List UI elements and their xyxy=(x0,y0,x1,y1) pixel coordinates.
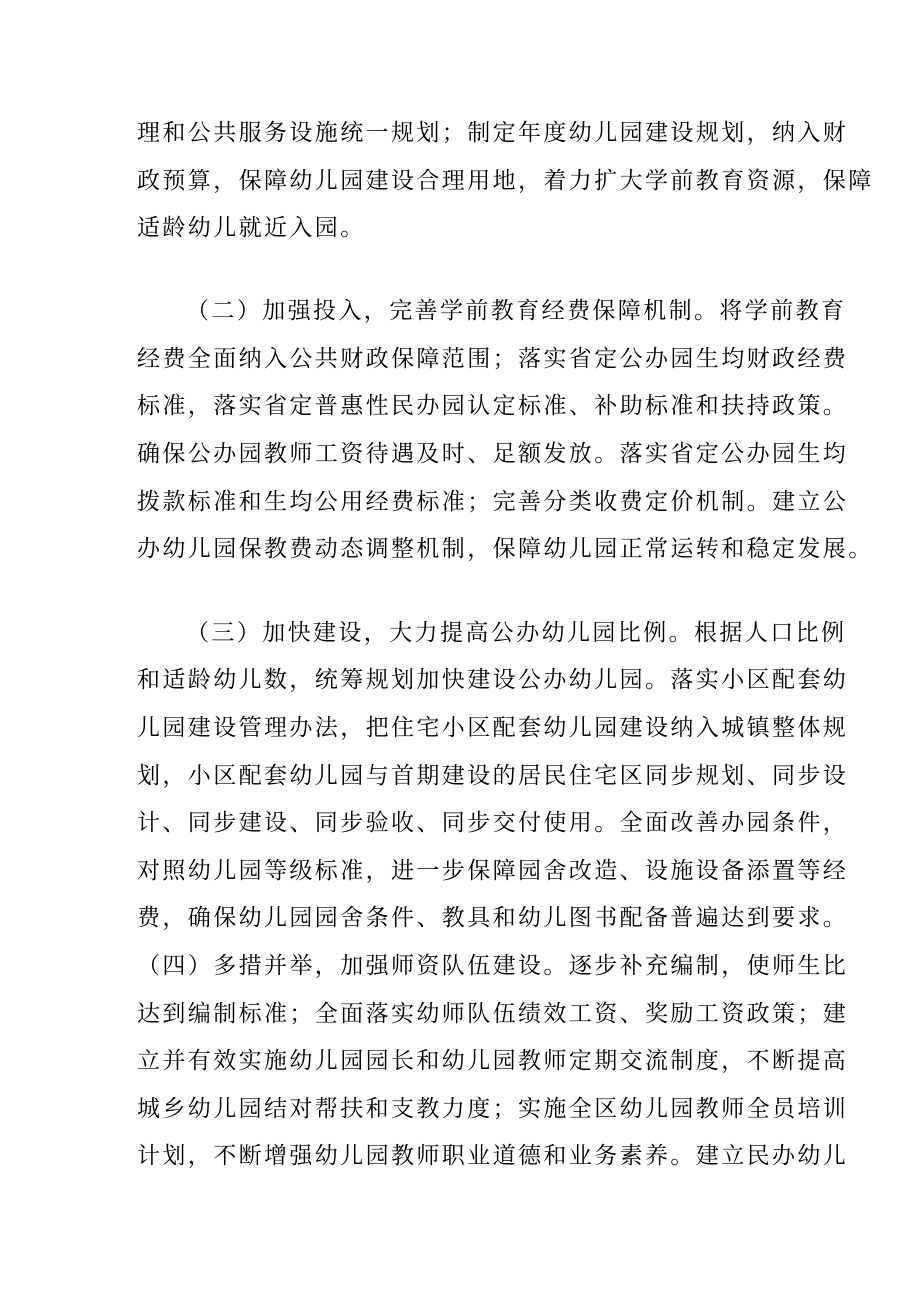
paragraph-1-line-2: 政预算，保障幼儿园建设合理用地，着力扩大学前教育资源，保障 xyxy=(137,168,874,194)
paragraph-3-line-6: 对照幼儿园等级标准，进一步保障园舍改造、设施设备添置等经 xyxy=(137,858,849,884)
paragraph-4-line-1: （四）多措并举，加强师资队伍建设。逐步补充编制，使师生比 xyxy=(137,953,849,979)
paragraph-3-line-3: 儿园建设管理办法，把住宅小区配套幼儿园建设纳入城镇整体规 xyxy=(137,715,849,741)
paragraph-4-line-2: 达到编制标准；全面落实幼师队伍绩效工资、奖励工资政策；建 xyxy=(137,1001,849,1027)
paragraph-3-line-2: 和适龄幼儿数，统筹规划加快建设公办幼儿园。落实小区配套幼 xyxy=(137,667,849,693)
paragraph-3-line-5: 计、同步建设、同步验收、同步交付使用。全面改善办园条件， xyxy=(137,810,849,836)
paragraph-2-line-2: 经费全面纳入公共财政保障范围；落实省定公办园生均财政经费 xyxy=(137,346,849,372)
paragraph-2-line-6: 办幼儿园保教费动态调整机制，保障幼儿园正常运转和稳定发展。 xyxy=(137,536,874,562)
paragraph-2-line-3: 标准，落实省定普惠性民办园认定标准、补助标准和扶持政策。 xyxy=(137,393,849,419)
paragraph-3-line-4: 划，小区配套幼儿园与首期建设的居民住宅区同步规划、同步设 xyxy=(137,763,849,789)
paragraph-1-line-1: 理和公共服务设施统一规划；制定年度幼儿园建设规划，纳入财 xyxy=(137,120,849,146)
paragraph-2-line-4: 确保公办园教师工资待遇及时、足额发放。落实省定公办园生均 xyxy=(137,441,849,467)
paragraph-4-line-4: 城乡幼儿园结对帮扶和支教力度；实施全区幼儿园教师全员培训 xyxy=(137,1096,849,1122)
paragraph-3-line-1: （三）加快建设，大力提高公办幼儿园比例。根据人口比例 xyxy=(186,620,847,646)
paragraph-4-line-5: 计划，不断增强幼儿园教师职业道德和业务素养。建立民办幼儿 xyxy=(137,1143,849,1169)
paragraph-2-line-5: 拨款标准和生均公用经费标准；完善分类收费定价机制。建立公 xyxy=(137,489,849,515)
paragraph-2-line-1: （二）加强投入，完善学前教育经费保障机制。将学前教育 xyxy=(186,298,847,324)
paragraph-1-line-3: 适龄幼儿就近入园。 xyxy=(137,215,366,241)
paragraph-4-line-3: 立并有效实施幼儿园园长和幼儿园教师定期交流制度，不断提高 xyxy=(137,1048,849,1074)
paragraph-3-line-7: 费，确保幼儿园园舍条件、教具和幼儿图书配备普遍达到要求。 xyxy=(137,905,849,931)
